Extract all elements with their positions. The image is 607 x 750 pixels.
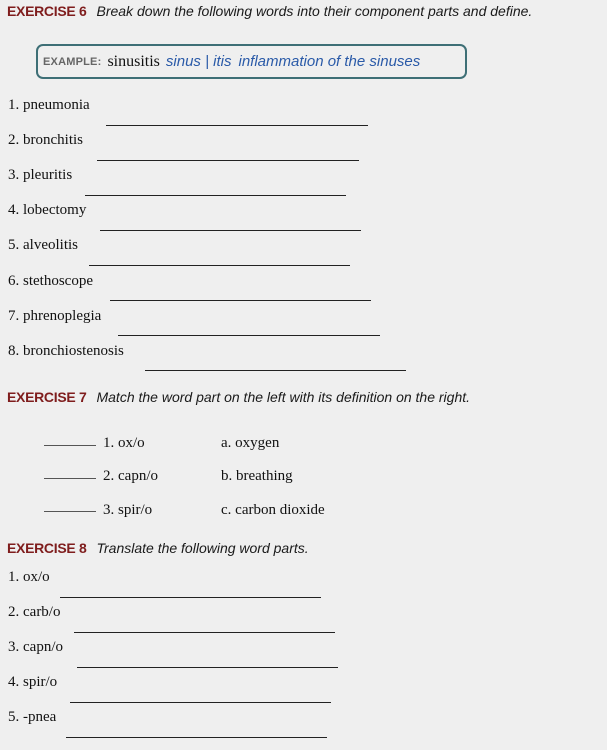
ex7-match-blank-3[interactable] <box>44 511 96 512</box>
ex8-answer-line-3[interactable] <box>77 667 338 668</box>
ex8-answer-line-5[interactable] <box>66 737 327 738</box>
ex6-answer-line-1[interactable] <box>106 125 368 126</box>
ex6-item-3: 3. pleuritis <box>8 167 73 183</box>
ex6-answer-line-7[interactable] <box>118 335 380 336</box>
ex7-right-a: a. oxygen <box>221 435 280 451</box>
example-parts: sinus | itis <box>165 53 232 70</box>
ex8-answer-line-4[interactable] <box>70 702 331 703</box>
ex7-left-1: 1. ox/o <box>103 435 145 451</box>
ex6-answer-line-2[interactable] <box>97 160 359 161</box>
ex6-answer-line-8[interactable] <box>145 370 406 371</box>
ex8-answer-line-1[interactable] <box>60 597 321 598</box>
exercise-8-instruction: Translate the following word parts. <box>96 540 309 556</box>
ex6-item-4: 4. lobectomy <box>8 202 87 218</box>
exercise-8-label: EXERCISE 8 <box>7 540 87 556</box>
ex8-item-5: 5. -pnea <box>8 709 57 725</box>
ex7-left-2: 2. capn/o <box>103 468 158 484</box>
ex7-left-3: 3. spir/o <box>103 502 153 518</box>
ex6-item-5: 5. alveolitis <box>8 237 78 253</box>
ex6-answer-line-6[interactable] <box>110 300 371 301</box>
exercise-6-label: EXERCISE 6 <box>7 3 87 19</box>
ex7-match-blank-1[interactable] <box>44 445 96 446</box>
ex6-answer-line-4[interactable] <box>100 230 361 231</box>
example-word: sinusitis <box>107 52 160 70</box>
exercise-8-heading <box>7 540 309 556</box>
ex8-item-1: 1. ox/o <box>8 569 50 585</box>
ex6-item-2: 2. bronchitis <box>8 132 83 148</box>
exercise-7-heading <box>7 389 470 405</box>
ex6-answer-line-3[interactable] <box>85 195 346 196</box>
exercise-6-instruction: Break down the following words into their component parts and define. <box>96 3 533 19</box>
example-definition: inflammation of the sinuses <box>238 53 421 70</box>
example-tag: EXAMPLE: <box>43 55 102 68</box>
exercise-7-instruction: Match the word part on the left with its definition on the right. <box>96 389 471 405</box>
exercise-6-heading <box>7 3 532 19</box>
ex6-item-6: 6. stethoscope <box>8 273 93 289</box>
exercise-7-label: EXERCISE 7 <box>7 389 87 405</box>
ex8-item-3: 3. capn/o <box>8 639 63 655</box>
ex7-right-c: c. carbon dioxide <box>221 502 325 518</box>
ex6-item-8: 8. bronchiostenosis <box>8 343 124 359</box>
ex6-item-7: 7. phrenoplegia <box>8 308 102 324</box>
ex8-answer-line-2[interactable] <box>74 632 335 633</box>
ex6-item-1: 1. pneumonia <box>8 97 90 113</box>
ex8-item-2: 2. carb/o <box>8 604 61 620</box>
ex8-item-4: 4. spir/o <box>8 674 58 690</box>
ex7-match-blank-2[interactable] <box>44 478 96 479</box>
ex6-answer-line-5[interactable] <box>89 265 350 266</box>
example-box <box>36 44 467 79</box>
ex7-right-b: b. breathing <box>221 468 293 484</box>
